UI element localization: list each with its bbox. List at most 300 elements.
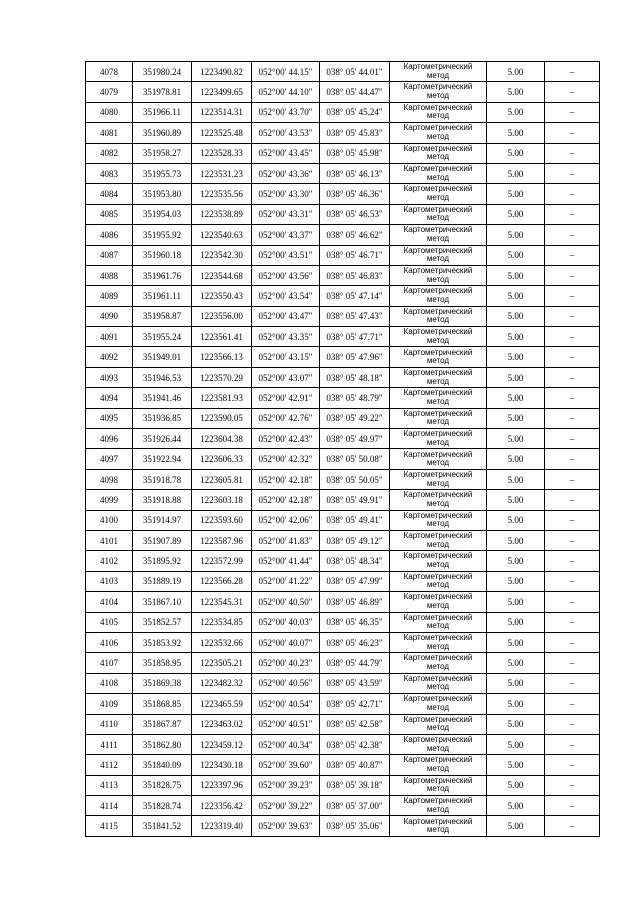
table-row [86, 408, 600, 428]
method-line-2: метод [426, 825, 450, 835]
dash-cell: – [545, 673, 600, 693]
coord-x-cell: 351955.92 [133, 225, 192, 245]
point-number-cell: 4095 [86, 408, 133, 428]
point-number-cell: 4106 [86, 632, 133, 652]
method-cell [390, 530, 487, 550]
method-cell [390, 653, 487, 673]
method-cell [390, 632, 487, 652]
method-line-1: Картометрический [403, 571, 473, 581]
coord-y-cell: 1223505.21 [192, 653, 252, 673]
point-number-cell: 4092 [86, 347, 133, 367]
longitude-cell: 038° 05' 49.91" [320, 490, 390, 510]
coord-x-cell: 351889.19 [133, 571, 192, 591]
point-number-cell: 4114 [86, 796, 133, 816]
latitude-cell: 052°00' 39.63" [252, 816, 320, 836]
method-line-1: Картометрический [403, 102, 473, 112]
coord-x-cell: 351978.81 [133, 82, 192, 102]
method-line-2: метод [426, 804, 450, 814]
coord-x-cell: 351958.27 [133, 143, 192, 163]
method-line-1: Картометрический [403, 694, 473, 704]
coord-y-cell: 1223561.41 [192, 327, 252, 347]
method-line-2: метод [426, 152, 450, 162]
accuracy-cell: 5.00 [487, 347, 545, 367]
point-number-cell: 4107 [86, 653, 133, 673]
table-row [86, 632, 600, 652]
dash-cell: – [545, 163, 600, 183]
coord-y-cell: 1223490.82 [192, 62, 252, 82]
coord-x-cell: 351926.44 [133, 429, 192, 449]
method-line-1: Картометрический [403, 612, 473, 622]
accuracy-cell: 5.00 [487, 82, 545, 102]
method-line-2: метод [426, 723, 450, 733]
longitude-cell: 038° 05' 46.89" [320, 592, 390, 612]
method-line-2: метод [426, 213, 450, 223]
method-line-2: метод [426, 396, 450, 406]
accuracy-cell: 5.00 [487, 551, 545, 571]
table-row [86, 530, 600, 550]
longitude-cell: 038° 05' 37.00" [320, 796, 390, 816]
coord-y-cell: 1223587.96 [192, 530, 252, 550]
method-line-2: метод [426, 560, 450, 570]
coord-x-cell: 351980.24 [133, 62, 192, 82]
longitude-cell: 038° 05' 45.83" [320, 123, 390, 143]
table-row [86, 449, 600, 469]
dash-cell: – [545, 551, 600, 571]
coord-y-cell: 1223525.48 [192, 123, 252, 143]
latitude-cell: 052°00' 43.45" [252, 143, 320, 163]
longitude-cell: 038° 05' 45.98" [320, 143, 390, 163]
coord-y-cell: 1223570.29 [192, 367, 252, 387]
coord-y-cell: 1223538.89 [192, 204, 252, 224]
latitude-cell: 052°00' 43.07" [252, 367, 320, 387]
latitude-cell: 052°00' 43.56" [252, 265, 320, 285]
method-line-1: Картометрический [403, 408, 473, 418]
longitude-cell: 038° 05' 47.43" [320, 306, 390, 326]
accuracy-cell: 5.00 [487, 796, 545, 816]
method-cell [390, 510, 487, 530]
coord-y-cell: 1223556.00 [192, 306, 252, 326]
method-line-2: метод [426, 641, 450, 651]
table-row [86, 327, 600, 347]
dash-cell: – [545, 653, 600, 673]
method-line-1: Картометрический [403, 734, 473, 744]
coord-x-cell: 351961.76 [133, 265, 192, 285]
method-line-1: Картометрический [403, 551, 473, 561]
method-line-2: метод [426, 682, 450, 692]
method-line-2: метод [426, 662, 450, 672]
method-line-2: метод [426, 274, 450, 284]
accuracy-cell: 5.00 [487, 163, 545, 183]
latitude-cell: 052°00' 44.15" [252, 62, 320, 82]
dash-cell: – [545, 265, 600, 285]
longitude-cell: 038° 05' 35.06" [320, 816, 390, 836]
table-row [86, 286, 600, 306]
method-line-1: Картометрический [403, 775, 473, 785]
method-line-1: Картометрический [403, 388, 473, 398]
method-cell [390, 367, 487, 387]
dash-cell: – [545, 102, 600, 122]
coord-x-cell: 351960.18 [133, 245, 192, 265]
method-line-1: Картометрический [403, 510, 473, 520]
point-number-cell: 4084 [86, 184, 133, 204]
method-cell [390, 163, 487, 183]
method-line-1: Картометрический [403, 367, 473, 377]
latitude-cell: 052°00' 43.51" [252, 245, 320, 265]
method-cell [390, 388, 487, 408]
method-cell [390, 612, 487, 632]
point-number-cell: 4082 [86, 143, 133, 163]
coord-y-cell: 1223319.40 [192, 816, 252, 836]
latitude-cell: 052°00' 42.18" [252, 490, 320, 510]
dash-cell: – [545, 612, 600, 632]
table-row [86, 204, 600, 224]
dash-cell: – [545, 816, 600, 836]
coord-x-cell: 351858.95 [133, 653, 192, 673]
latitude-cell: 052°00' 42.18" [252, 469, 320, 489]
dash-cell: – [545, 490, 600, 510]
coord-y-cell: 1223572.99 [192, 551, 252, 571]
longitude-cell: 038° 05' 47.14" [320, 286, 390, 306]
longitude-cell: 038° 05' 44.79" [320, 653, 390, 673]
coord-x-cell: 351941.46 [133, 388, 192, 408]
longitude-cell: 038° 05' 49.97" [320, 429, 390, 449]
accuracy-cell: 5.00 [487, 469, 545, 489]
table-row [86, 265, 600, 285]
accuracy-cell: 5.00 [487, 592, 545, 612]
method-cell [390, 673, 487, 693]
method-line-1: Картометрический [403, 164, 473, 174]
method-cell [390, 755, 487, 775]
method-line-1: Картометрический [403, 449, 473, 459]
method-line-1: Картометрический [403, 306, 473, 316]
method-line-2: метод [426, 763, 450, 773]
accuracy-cell: 5.00 [487, 714, 545, 734]
method-line-1: Картометрический [403, 469, 473, 479]
coord-x-cell: 351961.11 [133, 286, 192, 306]
accuracy-cell: 5.00 [487, 143, 545, 163]
longitude-cell: 038° 05' 44.01" [320, 62, 390, 82]
method-line-1: Картометрический [403, 327, 473, 337]
point-number-cell: 4090 [86, 306, 133, 326]
point-number-cell: 4115 [86, 816, 133, 836]
coord-y-cell: 1223356.42 [192, 796, 252, 816]
coord-y-cell: 1223604.38 [192, 429, 252, 449]
method-cell [390, 347, 487, 367]
method-line-2: метод [426, 131, 450, 141]
table-row [86, 163, 600, 183]
dash-cell: – [545, 694, 600, 714]
point-number-cell: 4103 [86, 571, 133, 591]
coord-x-cell: 351828.75 [133, 775, 192, 795]
latitude-cell: 052°00' 39.23" [252, 775, 320, 795]
coordinates-table [85, 61, 600, 837]
latitude-cell: 052°00' 43.30" [252, 184, 320, 204]
point-number-cell: 4108 [86, 673, 133, 693]
dash-cell: – [545, 755, 600, 775]
longitude-cell: 038° 05' 42.38" [320, 734, 390, 754]
point-number-cell: 4093 [86, 367, 133, 387]
point-number-cell: 4113 [86, 775, 133, 795]
accuracy-cell: 5.00 [487, 62, 545, 82]
point-number-cell: 4110 [86, 714, 133, 734]
latitude-cell: 052°00' 43.37" [252, 225, 320, 245]
table-row [86, 184, 600, 204]
coord-y-cell: 1223463.02 [192, 714, 252, 734]
accuracy-cell: 5.00 [487, 755, 545, 775]
latitude-cell: 052°00' 43.53" [252, 123, 320, 143]
point-number-cell: 4102 [86, 551, 133, 571]
dash-cell: – [545, 530, 600, 550]
dash-cell: – [545, 592, 600, 612]
point-number-cell: 4091 [86, 327, 133, 347]
dash-cell: – [545, 734, 600, 754]
method-cell [390, 694, 487, 714]
method-cell [390, 204, 487, 224]
latitude-cell: 052°00' 42.06" [252, 510, 320, 530]
dash-cell: – [545, 62, 600, 82]
point-number-cell: 4083 [86, 163, 133, 183]
longitude-cell: 038° 05' 39.18" [320, 775, 390, 795]
method-line-1: Картометрический [403, 184, 473, 194]
longitude-cell: 038° 05' 50.05" [320, 469, 390, 489]
accuracy-cell: 5.00 [487, 286, 545, 306]
table-row [86, 123, 600, 143]
coord-y-cell: 1223544.68 [192, 265, 252, 285]
table-body [86, 62, 600, 837]
method-line-2: метод [426, 356, 450, 366]
point-number-cell: 4111 [86, 734, 133, 754]
accuracy-cell: 5.00 [487, 612, 545, 632]
latitude-cell: 052°00' 40.51" [252, 714, 320, 734]
method-cell [390, 184, 487, 204]
dash-cell: – [545, 449, 600, 469]
coord-x-cell: 351946.53 [133, 367, 192, 387]
point-number-cell: 4085 [86, 204, 133, 224]
dash-cell: – [545, 510, 600, 530]
dash-cell: – [545, 143, 600, 163]
method-cell [390, 714, 487, 734]
latitude-cell: 052°00' 40.07" [252, 632, 320, 652]
coord-x-cell: 351840.09 [133, 755, 192, 775]
table-row [86, 571, 600, 591]
point-number-cell: 4088 [86, 265, 133, 285]
coord-x-cell: 351918.88 [133, 490, 192, 510]
dash-cell: – [545, 775, 600, 795]
longitude-cell: 038° 05' 50.08" [320, 449, 390, 469]
method-line-2: метод [426, 376, 450, 386]
method-line-1: Картометрический [403, 816, 473, 826]
accuracy-cell: 5.00 [487, 306, 545, 326]
table-row [86, 225, 600, 245]
accuracy-cell: 5.00 [487, 265, 545, 285]
method-line-2: метод [426, 91, 450, 101]
coord-x-cell: 351918.78 [133, 469, 192, 489]
longitude-cell: 038° 05' 47.71" [320, 327, 390, 347]
accuracy-cell: 5.00 [487, 673, 545, 693]
accuracy-cell: 5.00 [487, 571, 545, 591]
point-number-cell: 4104 [86, 592, 133, 612]
method-line-2: метод [426, 702, 450, 712]
latitude-cell: 052°00' 39.60" [252, 755, 320, 775]
latitude-cell: 052°00' 40.03" [252, 612, 320, 632]
dash-cell: – [545, 796, 600, 816]
longitude-cell: 038° 05' 46.71" [320, 245, 390, 265]
latitude-cell: 052°00' 42.43" [252, 429, 320, 449]
latitude-cell: 052°00' 40.54" [252, 694, 320, 714]
method-cell [390, 102, 487, 122]
table-row [86, 592, 600, 612]
point-number-cell: 4099 [86, 490, 133, 510]
accuracy-cell: 5.00 [487, 327, 545, 347]
method-cell [390, 123, 487, 143]
longitude-cell: 038° 05' 49.22" [320, 408, 390, 428]
point-number-cell: 4097 [86, 449, 133, 469]
coord-y-cell: 1223550.43 [192, 286, 252, 306]
table-row [86, 469, 600, 489]
coord-x-cell: 351867.10 [133, 592, 192, 612]
coord-x-cell: 351914.97 [133, 510, 192, 530]
accuracy-cell: 5.00 [487, 694, 545, 714]
coord-x-cell: 351960.89 [133, 123, 192, 143]
method-line-1: Картометрический [403, 673, 473, 683]
accuracy-cell: 5.00 [487, 775, 545, 795]
method-line-1: Картометрический [403, 123, 473, 133]
coord-y-cell: 1223535.56 [192, 184, 252, 204]
longitude-cell: 038° 05' 46.23" [320, 632, 390, 652]
coord-y-cell: 1223430.18 [192, 755, 252, 775]
longitude-cell: 038° 05' 46.83" [320, 265, 390, 285]
accuracy-cell: 5.00 [487, 388, 545, 408]
coord-x-cell: 351895.92 [133, 551, 192, 571]
table-row [86, 816, 600, 836]
method-line-2: метод [426, 111, 450, 121]
coord-y-cell: 1223593.60 [192, 510, 252, 530]
method-cell [390, 816, 487, 836]
point-number-cell: 4094 [86, 388, 133, 408]
dash-cell: – [545, 367, 600, 387]
method-line-2: метод [426, 580, 450, 590]
coord-x-cell: 351841.52 [133, 816, 192, 836]
longitude-cell: 038° 05' 42.58" [320, 714, 390, 734]
accuracy-cell: 5.00 [487, 184, 545, 204]
coord-y-cell: 1223499.65 [192, 82, 252, 102]
coord-x-cell: 351955.24 [133, 327, 192, 347]
method-line-2: метод [426, 335, 450, 345]
longitude-cell: 038° 05' 46.13" [320, 163, 390, 183]
table-row [86, 653, 600, 673]
coord-y-cell: 1223605.81 [192, 469, 252, 489]
coord-x-cell: 351954.03 [133, 204, 192, 224]
method-line-1: Картометрический [403, 286, 473, 296]
table-row [86, 796, 600, 816]
latitude-cell: 052°00' 42.76" [252, 408, 320, 428]
method-cell [390, 306, 487, 326]
method-line-1: Картометрический [403, 755, 473, 765]
coord-y-cell: 1223545.31 [192, 592, 252, 612]
method-line-2: метод [426, 498, 450, 508]
accuracy-cell: 5.00 [487, 816, 545, 836]
dash-cell: – [545, 245, 600, 265]
table-row [86, 734, 600, 754]
point-number-cell: 4096 [86, 429, 133, 449]
dash-cell: – [545, 714, 600, 734]
longitude-cell: 038° 05' 46.35" [320, 612, 390, 632]
method-line-2: метод [426, 315, 450, 325]
method-line-2: метод [426, 417, 450, 427]
method-cell [390, 225, 487, 245]
point-number-cell: 4080 [86, 102, 133, 122]
latitude-cell: 052°00' 43.54" [252, 286, 320, 306]
coord-y-cell: 1223566.13 [192, 347, 252, 367]
table-row [86, 714, 600, 734]
table-row [86, 755, 600, 775]
method-cell [390, 143, 487, 163]
latitude-cell: 052°00' 39.22" [252, 796, 320, 816]
dash-cell: – [545, 306, 600, 326]
coord-y-cell: 1223534.85 [192, 612, 252, 632]
coord-x-cell: 351853.92 [133, 632, 192, 652]
method-cell [390, 592, 487, 612]
point-number-cell: 4086 [86, 225, 133, 245]
method-line-1: Картометрический [403, 653, 473, 663]
latitude-cell: 052°00' 44.10" [252, 82, 320, 102]
dash-cell: – [545, 184, 600, 204]
point-number-cell: 4079 [86, 82, 133, 102]
method-cell [390, 286, 487, 306]
coord-y-cell: 1223482.32 [192, 673, 252, 693]
table-row [86, 367, 600, 387]
accuracy-cell: 5.00 [487, 225, 545, 245]
latitude-cell: 052°00' 40.50" [252, 592, 320, 612]
method-cell [390, 796, 487, 816]
dash-cell: – [545, 571, 600, 591]
method-cell [390, 551, 487, 571]
dash-cell: – [545, 347, 600, 367]
coord-y-cell: 1223603.18 [192, 490, 252, 510]
method-line-1: Картометрический [403, 633, 473, 643]
latitude-cell: 052°00' 43.70" [252, 102, 320, 122]
longitude-cell: 038° 05' 40.87" [320, 755, 390, 775]
latitude-cell: 052°00' 41.22" [252, 571, 320, 591]
longitude-cell: 038° 05' 46.53" [320, 204, 390, 224]
longitude-cell: 038° 05' 43.59" [320, 673, 390, 693]
coord-x-cell: 351868.85 [133, 694, 192, 714]
coord-x-cell: 351867.87 [133, 714, 192, 734]
method-line-2: метод [426, 233, 450, 243]
coord-x-cell: 351852.57 [133, 612, 192, 632]
method-cell [390, 469, 487, 489]
coord-x-cell: 351958.87 [133, 306, 192, 326]
table-row [86, 673, 600, 693]
latitude-cell: 052°00' 40.34" [252, 734, 320, 754]
accuracy-cell: 5.00 [487, 408, 545, 428]
latitude-cell: 052°00' 43.35" [252, 327, 320, 347]
longitude-cell: 038° 05' 47.96" [320, 347, 390, 367]
method-line-2: метод [426, 743, 450, 753]
method-cell [390, 449, 487, 469]
method-cell [390, 571, 487, 591]
method-line-2: метод [426, 519, 450, 529]
method-cell [390, 429, 487, 449]
accuracy-cell: 5.00 [487, 367, 545, 387]
dash-cell: – [545, 286, 600, 306]
method-line-1: Картометрический [403, 531, 473, 541]
method-line-1: Картометрический [403, 490, 473, 500]
latitude-cell: 052°00' 41.44" [252, 551, 320, 571]
longitude-cell: 038° 05' 46.62" [320, 225, 390, 245]
accuracy-cell: 5.00 [487, 449, 545, 469]
table-row [86, 510, 600, 530]
